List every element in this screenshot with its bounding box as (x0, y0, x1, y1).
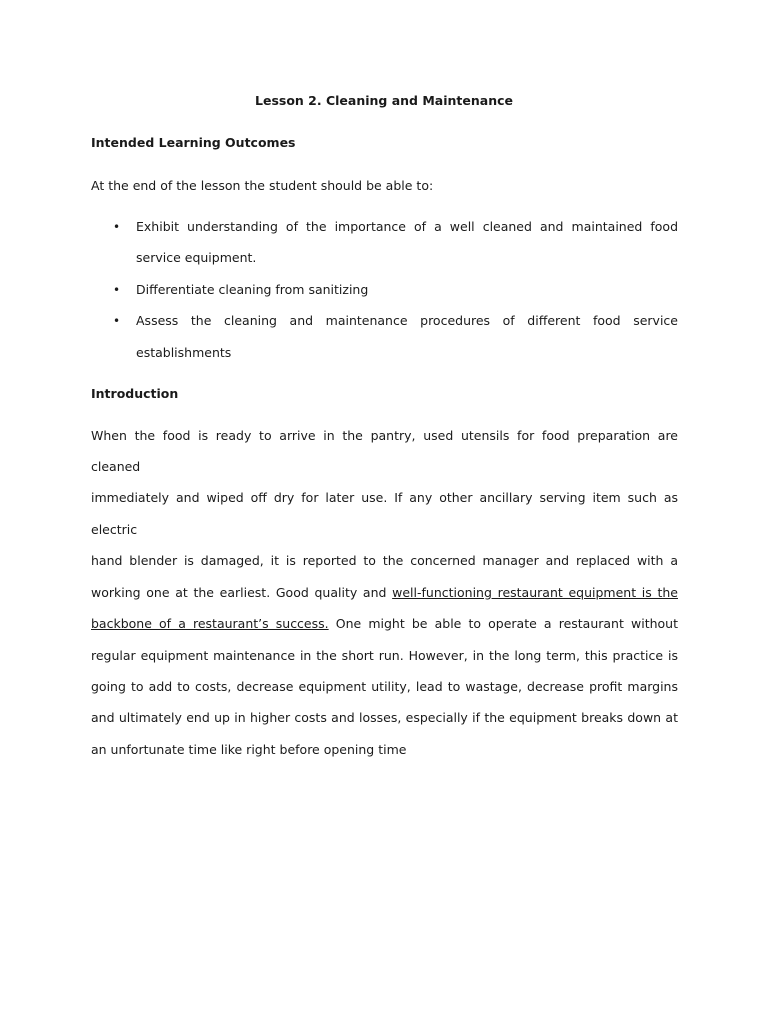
bullet-icon: • (113, 314, 121, 328)
outcome-3-line-1: Assess the cleaning and maintenance procedures of different food service (136, 313, 678, 328)
intro-line-3: immediately and wiped off dry for later use. If any other ancillary serving item such as (91, 490, 678, 505)
underlined-phrase-part-1: well-functioning restaurant equipment is the (392, 585, 678, 600)
intro-line-11: an unfortunate time like right before opening time (91, 742, 407, 757)
intro-line-4: electric (91, 522, 138, 537)
outcome-3-line-2: establishments (136, 345, 232, 360)
bullet-icon: • (113, 283, 121, 297)
intro-line-7-text: One might be able to operate a restaurant without (328, 616, 678, 631)
lesson-title: Lesson 2. Cleaning and Maintenance (255, 93, 513, 108)
intro-line-8: regular equipment maintenance in the short run. However, in the long term, this practice is (91, 648, 678, 663)
intro-line-2: cleaned (91, 459, 141, 474)
bullet-icon: • (113, 220, 121, 234)
intro-line-5: hand blender is damaged, it is reported to the concerned manager and replaced with a (91, 553, 678, 568)
outcome-1-line-1: Exhibit understanding of the importance of a well cleaned and maintained food (136, 219, 678, 234)
outcome-2-line-1: Differentiate cleaning from sanitizing (136, 282, 369, 297)
intro-line-6-text: working one at the earliest. Good quality and (91, 585, 393, 600)
outcome-1-line-2: service equipment. (136, 250, 257, 265)
intro-line-6 (91, 585, 678, 601)
intro-line-10: and ultimately end up in higher costs and losses, especially if the equipment breaks down at (91, 710, 678, 725)
introduction-heading: Introduction (91, 386, 179, 401)
intro-line-9: going to add to costs, decrease equipment utility, lead to wastage, decrease profit margins (91, 679, 678, 694)
intro-line-1: When the food is ready to arrive in the pantry, used utensils for food preparation are (91, 428, 678, 443)
intro-line-7 (91, 616, 678, 632)
outcomes-heading: Intended Learning Outcomes (91, 135, 296, 150)
outcomes-intro: At the end of the lesson the student should be able to: (91, 178, 434, 193)
underlined-phrase-part-2: backbone of a restaurant’s success. (91, 616, 329, 631)
